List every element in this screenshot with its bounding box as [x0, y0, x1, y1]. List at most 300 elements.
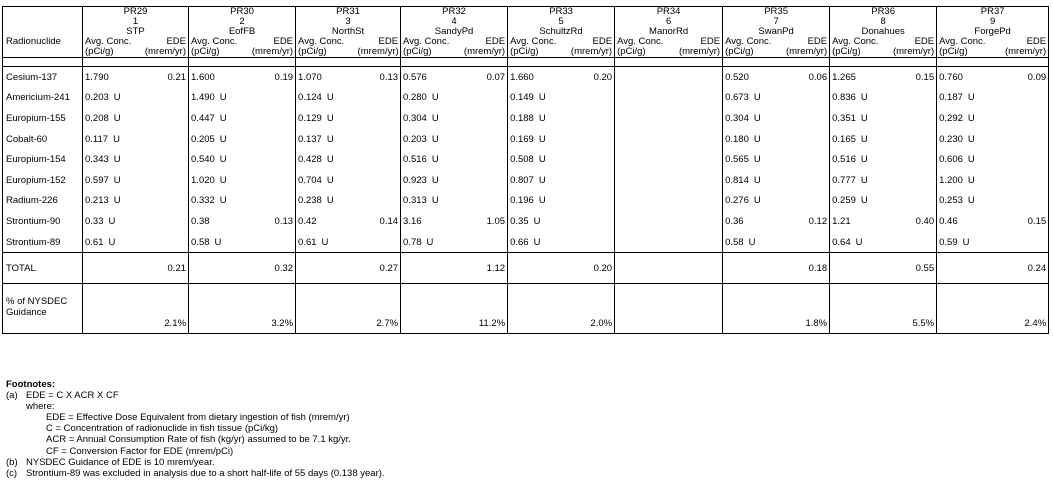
footnote-a-where-block [6, 401, 385, 456]
ede-cell [570, 232, 615, 253]
avg-conc-cell [296, 149, 358, 170]
percent-value: 11.2% [463, 284, 508, 334]
avg-conc-value: 0.576 [403, 71, 427, 83]
qualifier-flag: U [538, 154, 546, 166]
avg-conc-cell [508, 129, 570, 150]
avg-conc-value: 0.276 [725, 195, 749, 207]
ede-cell [785, 191, 830, 212]
ede-column-header: (mrem/yr) [677, 47, 723, 58]
conc-column-header: Avg. Conc. [83, 37, 145, 47]
ede-cell [677, 232, 723, 253]
qualifier-flag: U [431, 92, 439, 104]
radionuclide-column-header: Radionuclide [3, 37, 83, 47]
spacer-cell [830, 58, 892, 67]
qualifier-flag: U [753, 112, 761, 124]
avg-conc-value: 0.169 [510, 133, 534, 145]
site-name: Donahues [830, 27, 937, 37]
footnotes [6, 379, 385, 479]
avg-conc-cell [83, 67, 145, 88]
avg-conc-cell [508, 211, 570, 232]
avg-conc-value: 0.540 [191, 154, 215, 166]
percent-spacer [830, 284, 892, 334]
ede-cell [677, 149, 723, 170]
spacer-cell [785, 58, 830, 67]
qualifier-flag: U [219, 154, 227, 166]
conc-column-header: Avg. Conc. [296, 37, 358, 47]
site-num: 4 [401, 17, 508, 27]
ede-cell: 1.05 [486, 215, 506, 227]
ede-cell [785, 232, 830, 253]
avg-conc-value: 3.16 [403, 215, 422, 227]
avg-conc-value: 0.66 [510, 236, 529, 248]
site-num: 6 [615, 17, 723, 27]
avg-conc-cell [189, 170, 251, 191]
qualifier-flag: U [326, 112, 334, 124]
ede-cell [677, 211, 723, 232]
conc-column-header: Avg. Conc. [615, 37, 677, 47]
qualifier-flag: U [113, 195, 121, 207]
total-spacer [189, 253, 251, 284]
qualifier-flag: U [967, 195, 975, 207]
footnote-c [6, 468, 385, 479]
qualifier-flag: U [321, 236, 329, 248]
site-code: PR37 [937, 7, 1049, 18]
qualifier-flag: U [753, 154, 761, 166]
qualifier-flag: U [538, 195, 546, 207]
avg-conc-value: 0.149 [510, 92, 534, 104]
avg-conc-value: 0.64 [832, 236, 851, 248]
spacer-row [3, 58, 1049, 67]
avg-conc-value: 0.807 [510, 174, 534, 186]
subheader-row-2 [3, 47, 1049, 58]
avg-conc-value: 0.516 [403, 154, 427, 166]
ede-cell [677, 67, 723, 88]
table-row [3, 67, 1049, 88]
ede-column-header: (mrem/yr) [251, 47, 296, 58]
qualifier-flag: U [426, 236, 434, 248]
avg-conc-value: 0.673 [725, 92, 749, 104]
total-value: 0.21 [145, 253, 189, 284]
table-row [3, 191, 1049, 212]
avg-conc-value: 0.137 [298, 133, 322, 145]
ede-cell [999, 191, 1049, 212]
table-row [3, 211, 1049, 232]
avg-conc-cell [189, 232, 251, 253]
avg-conc-cell [615, 191, 677, 212]
avg-conc-value: 1.200 [939, 174, 963, 186]
ede-cell [999, 129, 1049, 150]
percent-spacer [723, 284, 785, 334]
site-num: 8 [830, 17, 937, 27]
ede-column-header: EDE [807, 36, 828, 47]
avg-conc-cell [296, 170, 358, 191]
avg-conc-value: 0.313 [403, 195, 427, 207]
ede-cell [463, 129, 508, 150]
spacer-cell [677, 58, 723, 67]
site-name: STP [83, 27, 189, 37]
avg-conc-value: 0.58 [191, 236, 210, 248]
ede-cell [251, 191, 296, 212]
ede-cell [358, 232, 401, 253]
radionuclide-name: Strontium-89 [3, 232, 83, 253]
avg-conc-cell [615, 149, 677, 170]
conc-column-header: Avg. Conc. [830, 37, 892, 47]
ede-cell [358, 129, 401, 150]
avg-conc-value: 0.447 [191, 112, 215, 124]
conc-column-header: Avg. Conc. [189, 37, 251, 47]
avg-conc-cell [401, 211, 463, 232]
qualifier-flag: U [538, 174, 546, 186]
avg-conc-value: 0.704 [298, 174, 322, 186]
radionuclide-name: Strontium-90 [3, 211, 83, 232]
avg-conc-cell [83, 88, 145, 109]
total-value: 0.32 [251, 253, 296, 284]
spacer-cell [358, 58, 401, 67]
total-spacer [401, 253, 463, 284]
avg-conc-value: 0.814 [725, 174, 749, 186]
header-corner [3, 7, 83, 18]
ede-cell [677, 88, 723, 109]
avg-conc-cell [723, 149, 785, 170]
where-label: where: [26, 401, 55, 413]
total-value: 0.55 [892, 253, 937, 284]
qualifier-flag: U [967, 154, 975, 166]
conc-column-header: (pCi/g) [189, 47, 251, 58]
ede-column-header: EDE [273, 36, 294, 47]
avg-conc-value: 0.292 [939, 112, 963, 124]
ede-cell [251, 149, 296, 170]
avg-conc-cell [615, 88, 677, 109]
footnote-b-text: NYSDEC Guidance of EDE is 10 mrem/year. [26, 456, 215, 468]
qualifier-flag: U [326, 133, 334, 145]
ede-cell [570, 108, 615, 129]
avg-conc-cell [83, 170, 145, 191]
ede-cell [999, 232, 1049, 253]
ede-cell: 0.21 [167, 71, 187, 83]
total-spacer [508, 253, 570, 284]
spacer-cell [937, 58, 999, 67]
qualifier-flag: U [219, 174, 227, 186]
total-value: 0.24 [999, 253, 1049, 284]
avg-conc-cell [723, 191, 785, 212]
avg-conc-value: 0.187 [939, 92, 963, 104]
avg-conc-cell [401, 88, 463, 109]
percent-value: 2.1% [145, 284, 189, 334]
ede-cell: 0.13 [379, 71, 399, 83]
spacer-cell [508, 58, 570, 67]
radionuclide-name: Cesium-137 [3, 67, 83, 88]
conc-column-header: Avg. Conc. [937, 37, 999, 47]
percent-spacer [401, 284, 463, 334]
percent-spacer [508, 284, 570, 334]
footnote-a [6, 390, 385, 401]
avg-conc-cell [401, 232, 463, 253]
ede-cell: 0.07 [486, 71, 506, 83]
qualifier-flag: U [108, 215, 116, 227]
avg-conc-cell [830, 129, 892, 150]
qualifier-flag: U [753, 174, 761, 186]
qualifier-flag: U [326, 92, 334, 104]
spacer-cell [723, 58, 785, 67]
spacer-cell [570, 58, 615, 67]
avg-conc-cell [508, 88, 570, 109]
total-spacer [830, 253, 892, 284]
ede-cell [251, 170, 296, 191]
avg-conc-cell [615, 67, 677, 88]
qualifier-flag: U [860, 92, 868, 104]
avg-conc-cell [401, 191, 463, 212]
avg-conc-cell [83, 211, 145, 232]
avg-conc-cell [615, 108, 677, 129]
avg-conc-cell [723, 88, 785, 109]
ede-cell [145, 129, 189, 150]
spacer-cell [83, 58, 145, 67]
qualifier-flag: U [753, 195, 761, 207]
spacer-cell [999, 58, 1049, 67]
site-code: PR32 [401, 7, 508, 18]
conc-column-header: (pCi/g) [937, 47, 999, 58]
avg-conc-cell [508, 108, 570, 129]
avg-conc-value: 0.760 [939, 71, 963, 83]
avg-conc-value: 0.196 [510, 195, 534, 207]
spacer-cell [892, 58, 937, 67]
qualifier-flag: U [113, 174, 121, 186]
avg-conc-value: 0.304 [403, 112, 427, 124]
qualifier-flag: U [431, 174, 439, 186]
qualifier-flag: U [113, 154, 121, 166]
ede-cell [892, 191, 937, 212]
avg-conc-cell [296, 67, 358, 88]
avg-conc-value: 0.38 [191, 215, 210, 227]
avg-conc-cell [937, 67, 999, 88]
site-code: PR31 [296, 7, 401, 18]
avg-conc-cell [830, 170, 892, 191]
avg-conc-cell [189, 67, 251, 88]
ede-cell [251, 88, 296, 109]
footnotes-heading: Footnotes: [6, 379, 56, 390]
avg-conc-cell [296, 108, 358, 129]
avg-conc-value: 0.253 [939, 195, 963, 207]
table-row [3, 232, 1049, 253]
avg-conc-value: 0.520 [725, 71, 749, 83]
avg-conc-value: 0.923 [403, 174, 427, 186]
ede-column-header: EDE [166, 36, 187, 47]
site-code: PR34 [615, 7, 723, 18]
avg-conc-value: 0.777 [832, 174, 856, 186]
percent-value: 2.7% [358, 284, 401, 334]
avg-conc-cell [937, 191, 999, 212]
ede-cell [463, 232, 508, 253]
avg-conc-cell [296, 88, 358, 109]
ede-cell [358, 191, 401, 212]
ede-cell [251, 108, 296, 129]
avg-conc-cell [189, 191, 251, 212]
ede-column-header: EDE [378, 36, 399, 47]
ede-cell [999, 170, 1049, 191]
site-num: 7 [723, 17, 830, 27]
conc-column-header: Avg. Conc. [401, 37, 463, 47]
percent-row [3, 284, 1049, 334]
avg-conc-cell [83, 149, 145, 170]
qualifier-flag: U [967, 92, 975, 104]
avg-conc-cell [830, 232, 892, 253]
qualifier-flag: U [326, 154, 334, 166]
qualifier-flag: U [967, 112, 975, 124]
ede-cell [785, 149, 830, 170]
ede-cell: 0.19 [274, 71, 294, 83]
avg-conc-cell [189, 149, 251, 170]
avg-conc-cell [830, 211, 892, 232]
percent-label-line-1: % of NYSDEC [6, 295, 68, 307]
avg-conc-cell [615, 129, 677, 150]
ede-cell [358, 170, 401, 191]
total-spacer [937, 253, 999, 284]
avg-conc-cell [508, 67, 570, 88]
avg-conc-cell [830, 191, 892, 212]
ede-cell [463, 88, 508, 109]
avg-conc-cell [830, 67, 892, 88]
radionuclide-name: Europium-152 [3, 170, 83, 191]
site-code: PR33 [508, 7, 615, 18]
avg-conc-value: 0.35 [510, 215, 529, 227]
radionuclide-column-header [3, 47, 83, 58]
qualifier-flag: U [219, 195, 227, 207]
spacer-cell [251, 58, 296, 67]
ede-cell [251, 129, 296, 150]
percent-value: 3.2% [251, 284, 296, 334]
footnote-c-marker: (c) [6, 467, 18, 479]
ede-cell [677, 170, 723, 191]
qualifier-flag: U [538, 133, 546, 145]
avg-conc-value: 0.606 [939, 154, 963, 166]
ede-cell [570, 211, 615, 232]
avg-conc-cell [189, 108, 251, 129]
avg-conc-value: 0.565 [725, 154, 749, 166]
avg-conc-cell [937, 149, 999, 170]
avg-conc-value: 0.516 [832, 154, 856, 166]
avg-conc-cell [723, 170, 785, 191]
avg-conc-cell [937, 129, 999, 150]
conc-column-header: (pCi/g) [615, 47, 677, 58]
avg-conc-cell [937, 88, 999, 109]
ede-cell [358, 108, 401, 129]
ede-cell [570, 88, 615, 109]
footnote-b-marker: (b) [6, 456, 18, 468]
qualifier-flag: U [860, 133, 868, 145]
qualifier-flag: U [326, 174, 334, 186]
avg-conc-cell [723, 108, 785, 129]
qualifier-flag: U [860, 154, 868, 166]
radionuclide-name: Europium-155 [3, 108, 83, 129]
site-num: 3 [296, 17, 401, 27]
qualifier-flag: U [860, 195, 868, 207]
ede-cell [677, 108, 723, 129]
ede-column-header: EDE [700, 36, 721, 47]
qualifier-flag: U [431, 112, 439, 124]
qualifier-flag: U [431, 154, 439, 166]
ede-cell [892, 108, 937, 129]
avg-conc-value: 0.46 [939, 215, 958, 227]
avg-conc-cell [296, 211, 358, 232]
avg-conc-value: 0.343 [85, 154, 109, 166]
ede-cell [145, 232, 189, 253]
qualifier-flag: U [431, 133, 439, 145]
qualifier-flag: U [533, 215, 541, 227]
avg-conc-value: 0.238 [298, 195, 322, 207]
total-label: TOTAL [3, 253, 83, 284]
footnote-b [6, 457, 385, 468]
avg-conc-value: 1.490 [191, 92, 215, 104]
total-row [3, 253, 1049, 284]
definition-c: C = Concentration of radionuclide in fish tissue (pCi/kg) [46, 423, 279, 435]
avg-conc-value: 0.180 [725, 133, 749, 145]
site-name: SwanPd [723, 27, 830, 37]
footnote-c-text: Strontium-89 was excluded in analysis due to a short half-life of 55 days (0.138 year). [26, 467, 385, 479]
site-num: 2 [189, 17, 296, 27]
avg-conc-value: 0.208 [85, 112, 109, 124]
avg-conc-cell [723, 67, 785, 88]
radionuclide-table [2, 6, 1049, 334]
ede-cell: 0.40 [915, 215, 935, 227]
qualifier-flag: U [962, 236, 970, 248]
site-name: SchultzRd [508, 27, 615, 37]
conc-column-header: Avg. Conc. [723, 37, 785, 47]
qualifier-flag: U [113, 133, 120, 145]
site-code: PR36 [830, 7, 937, 18]
avg-conc-value: 0.129 [298, 112, 322, 124]
total-spacer [296, 253, 358, 284]
avg-conc-cell [723, 129, 785, 150]
ede-cell [145, 149, 189, 170]
avg-conc-value: 0.259 [832, 195, 856, 207]
percent-spacer [189, 284, 251, 334]
qualifier-flag: U [967, 174, 975, 186]
ede-cell [677, 129, 723, 150]
percent-spacer [615, 284, 677, 334]
conc-column-header: (pCi/g) [508, 47, 570, 58]
percent-value: 5.5% [892, 284, 937, 334]
percent-value [677, 284, 723, 334]
ede-cell: 0.06 [808, 71, 828, 83]
ede-cell [145, 88, 189, 109]
ede-cell [463, 170, 508, 191]
ede-column-header: (mrem/yr) [145, 47, 189, 58]
ede-column-header: (mrem/yr) [785, 47, 830, 58]
avg-conc-value: 0.78 [403, 236, 422, 248]
ede-cell [463, 191, 508, 212]
avg-conc-cell [937, 232, 999, 253]
avg-conc-value: 0.117 [85, 133, 109, 145]
avg-conc-cell [723, 211, 785, 232]
conc-column-header: (pCi/g) [830, 47, 892, 58]
ede-cell [570, 129, 615, 150]
avg-conc-cell [508, 170, 570, 191]
total-value [677, 253, 723, 284]
percent-value: 1.8% [785, 284, 830, 334]
ede-cell [892, 129, 937, 150]
qualifier-flag: U [219, 112, 227, 124]
avg-conc-cell [401, 129, 463, 150]
avg-conc-cell [937, 211, 999, 232]
avg-conc-value: 0.36 [725, 215, 744, 227]
avg-conc-cell [615, 232, 677, 253]
percent-spacer [83, 284, 145, 334]
avg-conc-value: 1.070 [298, 71, 322, 83]
qualifier-flag: U [214, 236, 222, 248]
site-name: ForgePd [937, 27, 1049, 37]
radionuclide-name: Americium-241 [3, 88, 83, 109]
table-row [3, 108, 1049, 129]
